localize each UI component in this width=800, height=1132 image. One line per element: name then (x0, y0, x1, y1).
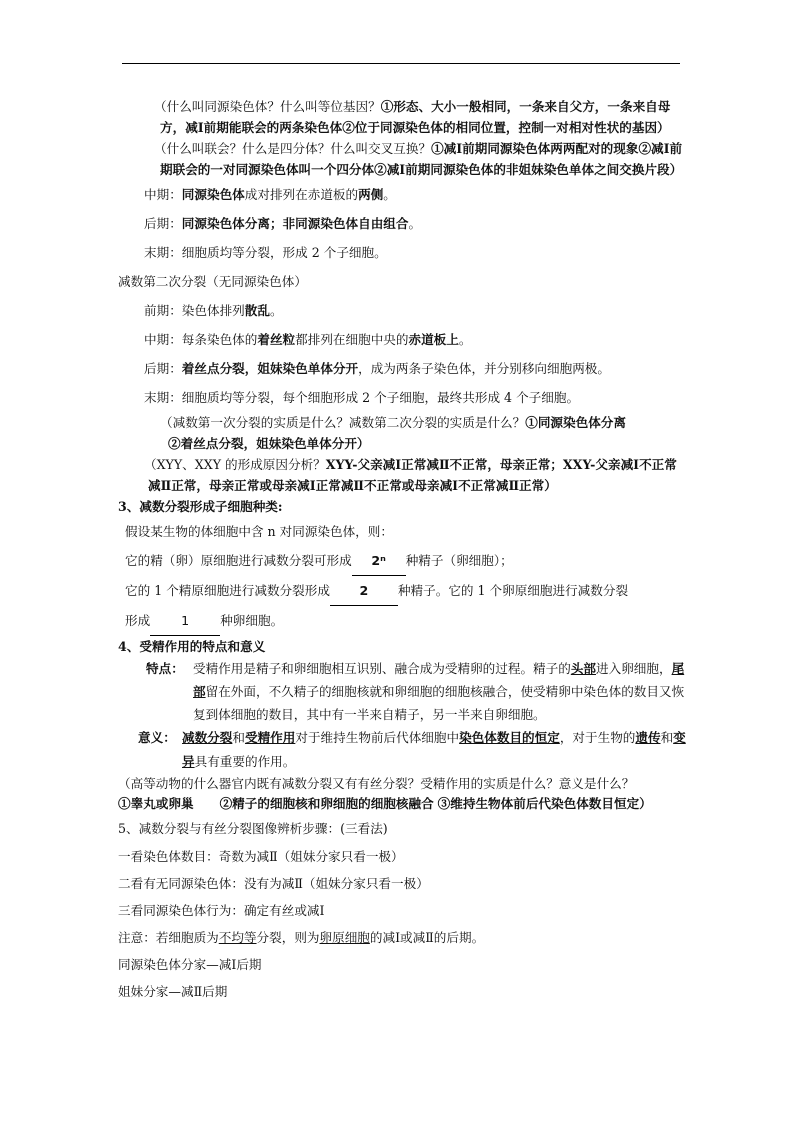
sec5-rule-1: 同源染色体分家—减Ⅰ后期 (118, 957, 262, 972)
m2-telophase: 末期：细胞质均等分裂，每个细胞形成 2 个子细胞，最终共形成 4 个子细胞。 (144, 390, 580, 405)
sec5-step-3: 三看同源染色体行为：确定有丝或减Ⅰ (118, 903, 325, 918)
sec5-step-2: 二看有无同源染色体：没有为减Ⅱ（姐妹分家只看一极） (118, 876, 429, 891)
sec3-line-1: 假设某生物的体细胞中含 n 对同源染色体，则： (125, 524, 393, 539)
question-xyy-xxy: （XYY、XXY 的形成原因分析？XYY-父亲减Ⅰ正常减Ⅱ不正常，母亲正常；XXY-父亲减Ⅰ不正常减Ⅱ正常，母亲正常或母亲减Ⅰ正常减Ⅱ不正常或母亲减Ⅰ不正常减Ⅱ正常） (144, 457, 677, 493)
m1-telophase: 末期：细胞质均等分裂，形成 2 个子细胞。 (144, 245, 387, 260)
sec5-step-1: 一看染色体数目：奇数为减Ⅱ（姐妹分家只看一极） (118, 849, 404, 864)
m2-metaphase: 中期：每条染色体的着丝粒都排列在细胞中央的赤道板上。 (144, 332, 472, 347)
sec5-note: 注意：若细胞质为不均等分裂，则为卵原细胞的减Ⅰ或减Ⅱ的后期。 (118, 930, 485, 945)
m1-metaphase: 中期：同源染色体成对排列在赤道板的两侧。 (144, 187, 396, 202)
document-page (118, 96, 686, 1005)
m2-prophase: 前期：染色体排列散乱。 (144, 303, 283, 318)
section-3-title: 3、减数分裂形成子细胞种类: (118, 499, 283, 514)
sec3-line-2: 它的精（卵）原细胞进行减数分裂可形成 2ⁿ 种精子（卵细胞）； (125, 546, 686, 576)
question-synapsis: （什么叫联会？什么是四分体？什么叫交叉互换？①减Ⅰ前期同源染色体两两配对的现象②减Ⅰ前期联会的一对同源染色体叫一个四分体②减Ⅰ前期同源染色体的非姐妹染色单体之间交换片段） (154, 141, 683, 177)
section-4-title: 4、受精作用的特点和意义 (118, 639, 266, 654)
question-homologous: （什么叫同源染色体？什么叫等位基因？①形态、大小一般相同，一条来自父方，一条来自母方，减Ⅰ前期能联会的两条染色体②位于同源染色体的相同位置，控制一对相对性状的基因） (154, 99, 671, 135)
header-rule (122, 63, 680, 64)
answer-homologous: ①形态、大小一般相同，一条来自父方，一条来自母方，减Ⅰ前期能联会的两条染色体②位于同源染色体的相同位置，控制一对相对性状的基因） (160, 99, 671, 135)
fertilization-significance: 意义： 减数分裂和受精作用对于维持生物前后代体细胞中染色体数目的恒定，对于生物的遗传和变异具有重要的作用。 (138, 730, 686, 769)
sec5-rule-2: 姐妹分家—减Ⅱ后期 (118, 984, 228, 999)
fertilization-features: 特点： 受精作用是精子和卵细胞相互识别、融合成为受精卵的过程。精子的头部进入卵细胞，尾部留在外面，不久精子的细胞核就和卵细胞的细胞核融合，使受精卵中染色体的数目又恢复到体细胞的数目，其中有一半来自精子，另一半来自卵细胞。 (146, 661, 685, 722)
m2-title: 减数第二次分裂（无同源染色体） (118, 274, 307, 289)
question-organ: （高等动物的什么器官内既有减数分裂又有有丝分裂？受精作用的实质是什么？意义是什么？ ①睾丸或卵巢 ②精子的细胞核和卵细胞的细胞核融合 ③维持生物体前后代染色体数目恒定） (118, 776, 652, 811)
m2-anaphase: 后期：着丝点分裂，姐妹染色单体分开，成为两条子染色体，并分别移向细胞两极。 (144, 361, 610, 376)
sec3-line-3: 它的 1 个精原细胞进行减数分裂形成 2 种精子。它的 1 个卵原细胞进行减数分裂 (125, 576, 686, 606)
section-5-title: 5、减数分裂与有丝分裂图像辨析步骤：(三看法) (118, 821, 388, 836)
m1-anaphase: 后期：同源染色体分离；非同源染色体自由组合。 (144, 216, 422, 231)
question-essence: （减数第一次分裂的实质是什么？减数第二次分裂的实质是什么？①同源染色体分离 ②着丝点分裂，姐妹染色单体分开） (160, 415, 626, 451)
sec3-line-4: 形成 1 种卵细胞。 (125, 606, 686, 636)
gamete-types-blank: 2ⁿ (352, 546, 406, 576)
answer-synapsis: ①减Ⅰ前期同源染色体两两配对的现象②减Ⅰ前期联会的一对同源染色体叫一个四分体②减Ⅰ前期同源染色体的非姐妹染色单体之间交换片段） (160, 141, 683, 177)
sperm-types-blank: 2 (330, 576, 398, 606)
egg-types-blank: 1 (150, 606, 220, 636)
